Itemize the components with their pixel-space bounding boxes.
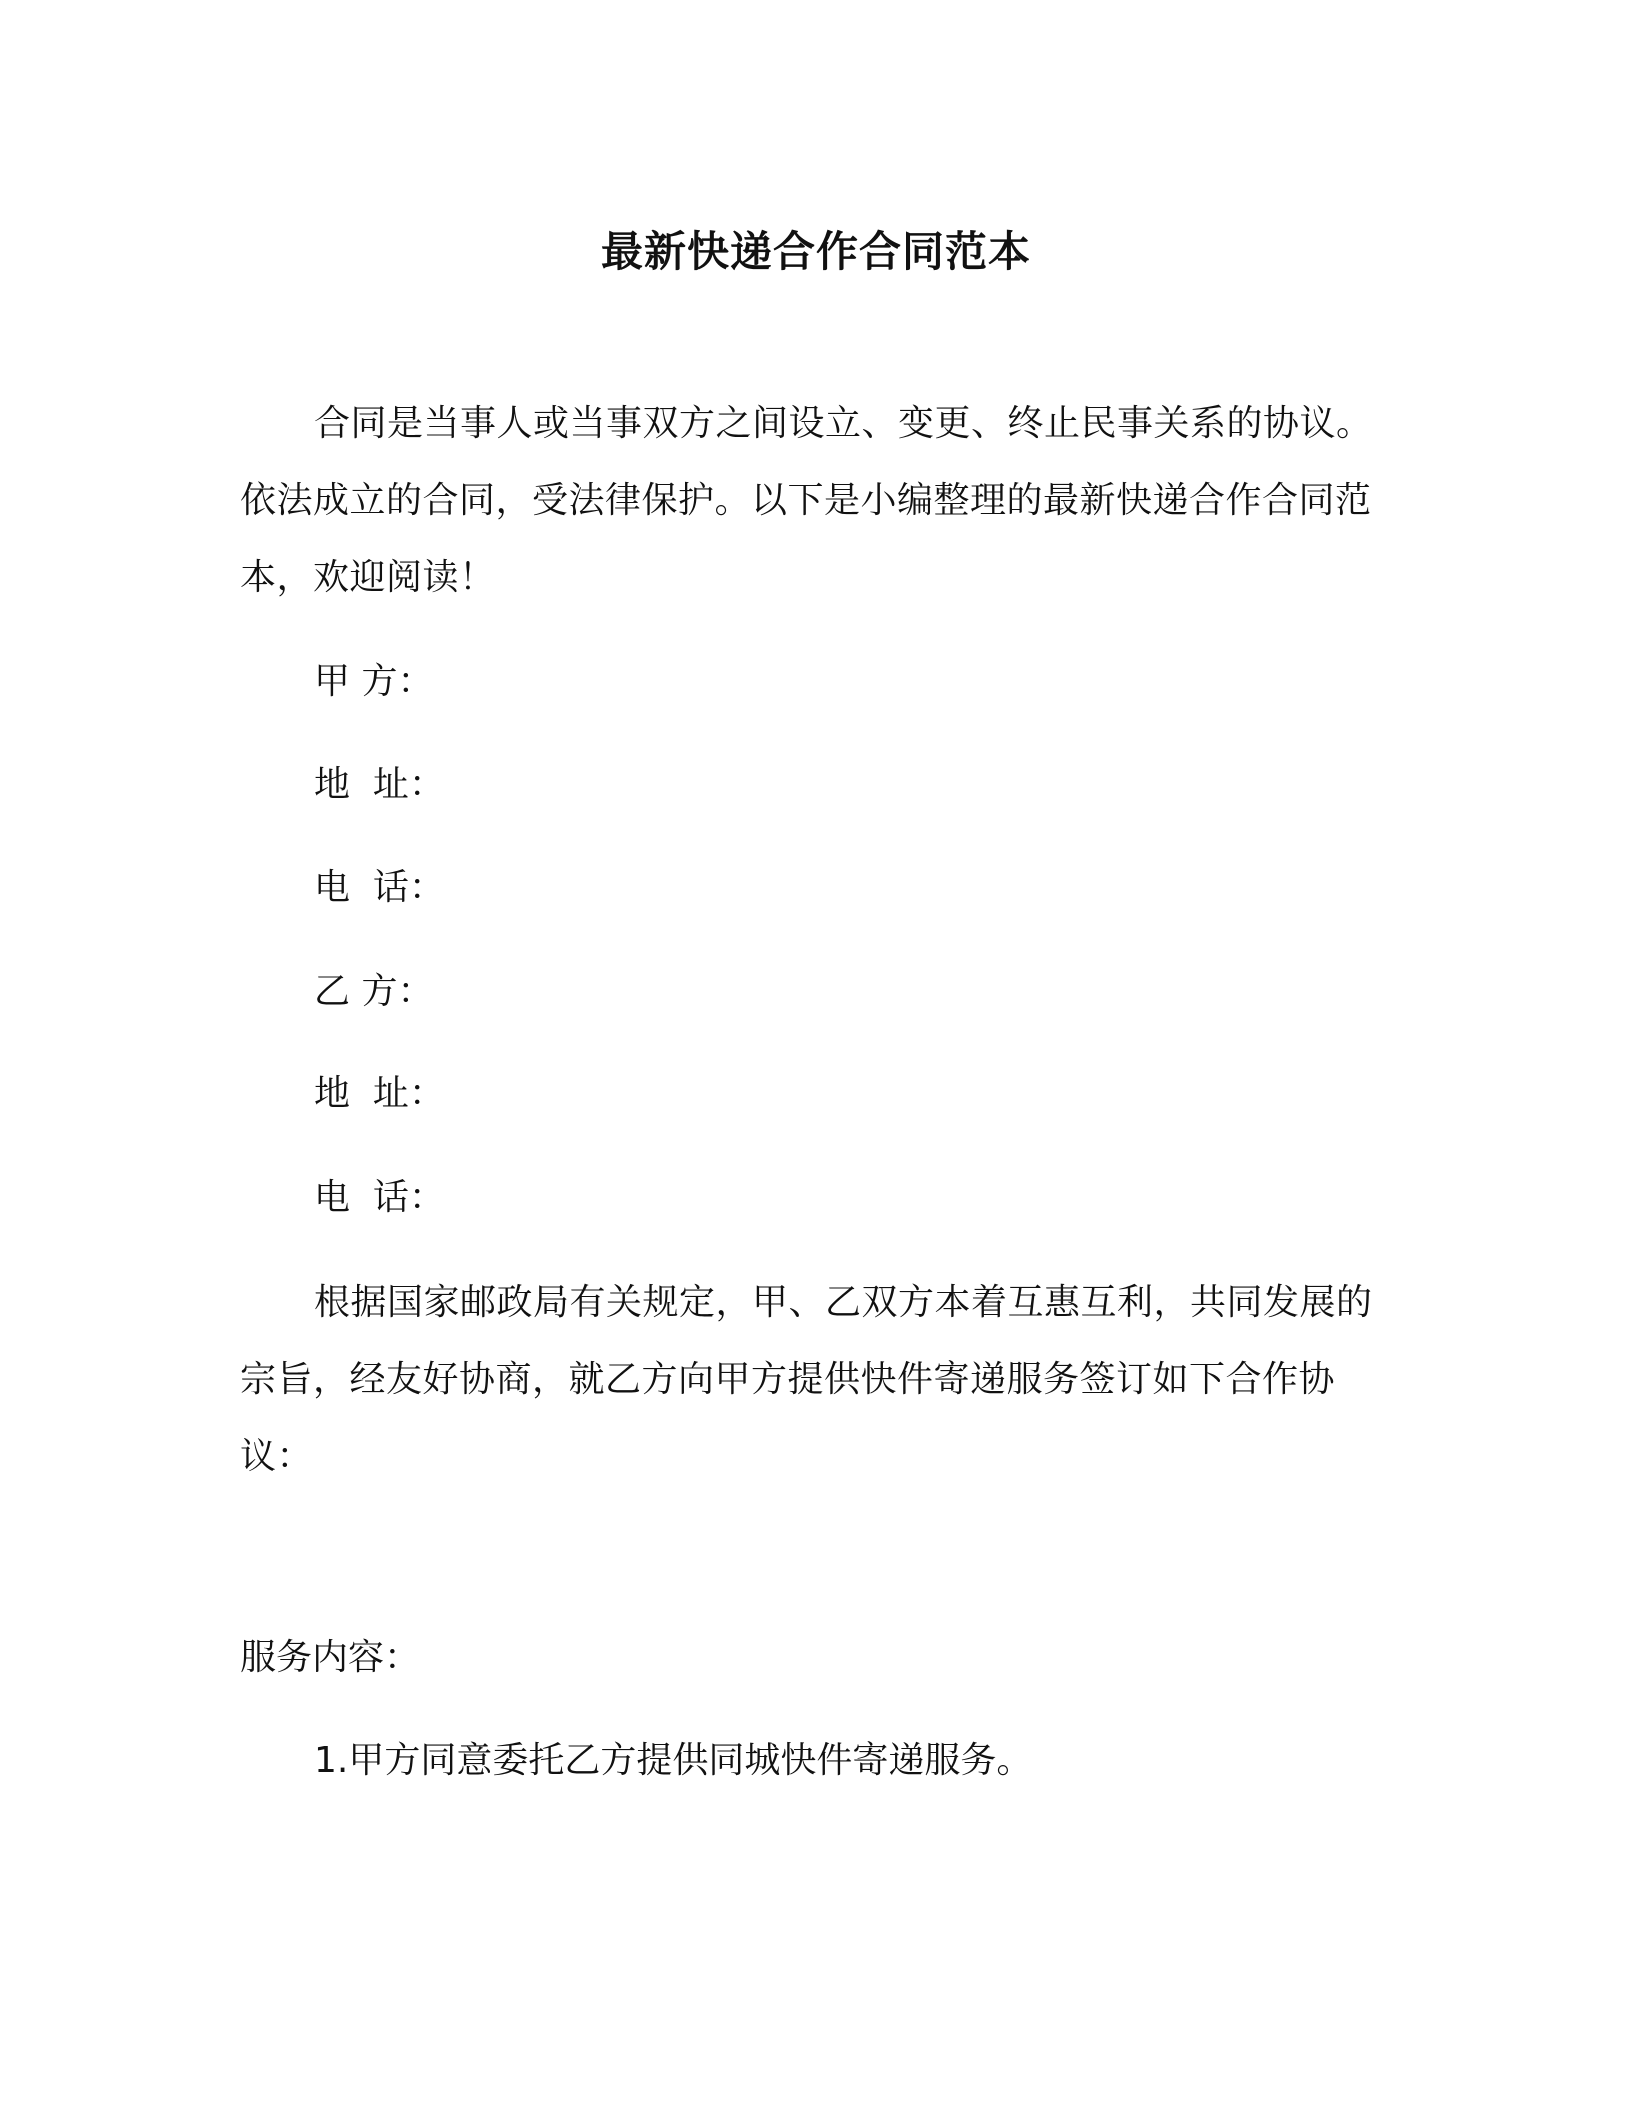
intro-paragraph: 合同是当事人或当事双方之间设立、变更、终止民事关系的协议。依法成立的合同，受法律保护。以下是小编整理的最新快递合作合同范本，欢迎阅读！ xyxy=(240,403,1373,598)
party-a-phone-label: 电 话： xyxy=(314,867,445,908)
party-a-label: 甲 方： xyxy=(314,661,434,702)
party-b-address-label: 地 址： xyxy=(314,1073,445,1114)
service-content-heading: 服务内容： xyxy=(240,1637,421,1678)
service-item: 1.甲方同意委托乙方提供同城快件寄递服务。 xyxy=(314,1740,1033,1781)
party-b-phone-label: 电 话： xyxy=(314,1177,445,1218)
party-a-address-label: 地 址： xyxy=(314,764,445,805)
agreement-basis-paragraph: 根据国家邮政局有关规定，甲、乙双方本着互惠互利，共同发展的宗旨，经友好协商，就乙方向甲方提供快件寄递服务签订如下合作协议： xyxy=(240,1282,1373,1477)
party-b-label: 乙 方： xyxy=(314,971,434,1012)
document-title: 最新快递合作合同范本 xyxy=(600,227,1031,276)
